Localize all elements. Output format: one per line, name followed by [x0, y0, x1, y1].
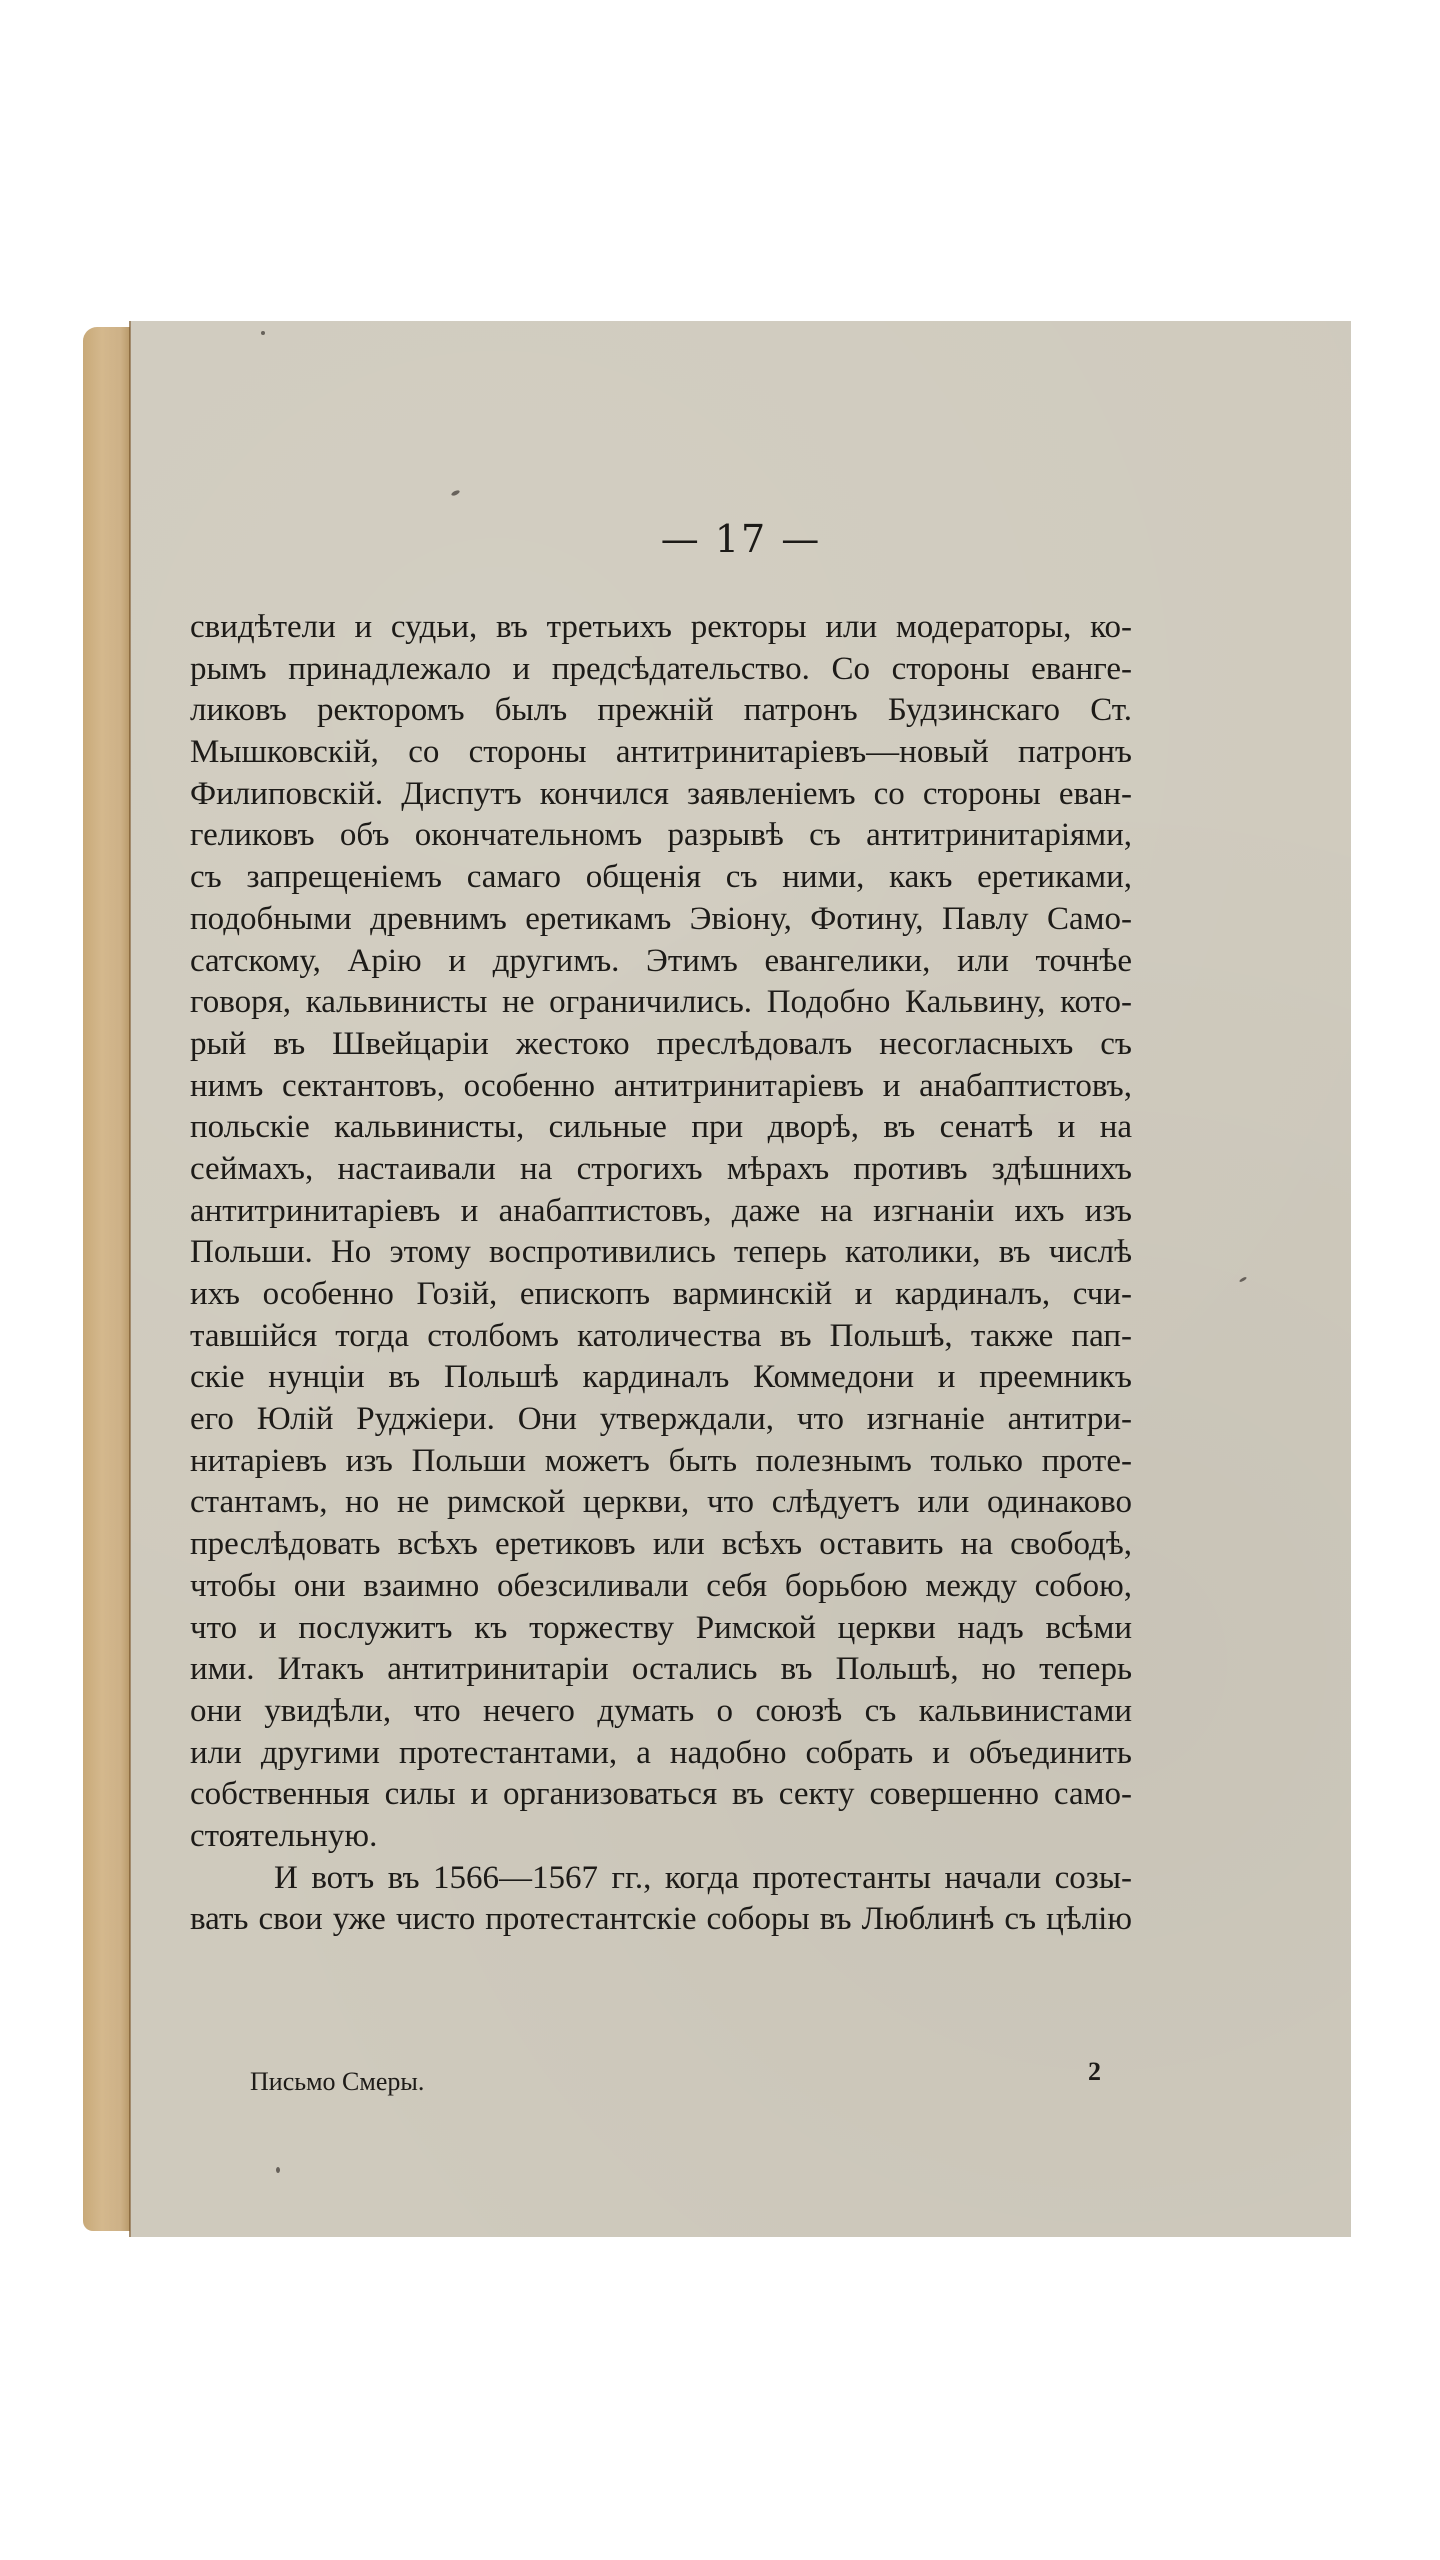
- text-line: Мышковскій, со стороны антитринитаріевъ—новый патронъ: [190, 734, 1132, 771]
- signature-number: 2: [1088, 2057, 1101, 2086]
- text-line: антитринитаріевъ и анабаптистовъ, даже на изгнаніи ихъ изъ: [190, 1192, 1132, 1229]
- text-line: подобными древнимъ еретикамъ Эвіону, Фотину, Павлу Само-: [190, 900, 1132, 937]
- text-line: рый въ Швейцаріи жестоко преслѣдовалъ несогласныхъ съ: [190, 1025, 1132, 1062]
- text-line: свидѣтели и судьи, въ третьихъ ректоры или модераторы, ко-: [190, 609, 1132, 645]
- body-text: [190, 607, 1132, 1941]
- text-line: его Юлій Руджіери. Они утверждали, что изгнаніе антитри-: [190, 1401, 1132, 1438]
- text-line: ихъ особенно Гозій, епископъ варминскій и кардиналъ, счи-: [190, 1276, 1132, 1312]
- paper-speck: [1239, 1276, 1247, 1283]
- text-line: говоря, кальвинисты не ограничились. Подобно Кальвину, кото-: [190, 984, 1132, 1021]
- text-line: съ запрещеніемъ самаго общенія съ ними, какъ еретиками,: [190, 859, 1132, 896]
- text-line: нитаріевъ изъ Польши можетъ быть полезнымъ только проте-: [190, 1442, 1132, 1479]
- text-line: Польши. Но этому воспротивились теперь католики, въ числѣ: [190, 1234, 1132, 1271]
- text-line: рымъ принадлежало и предсѣдательство. Со стороны еванге-: [190, 650, 1132, 687]
- text-line: преслѣдовать всѣхъ еретиковъ или всѣхъ оставить на свободѣ,: [190, 1526, 1132, 1563]
- text-line: что и послужитъ къ торжеству Римской церкви надъ всѣми: [190, 1609, 1132, 1646]
- text-line: сеймахъ, настаивали на строгихъ мѣрахъ противъ здѣшнихъ: [190, 1150, 1132, 1187]
- text-line: они увидѣли, что нечего думать о союзѣ съ кальвинистами: [190, 1692, 1132, 1729]
- text-line: ликовъ ректоромъ былъ прежній патронъ Будзинскаго Ст.: [190, 692, 1132, 729]
- text-line: или другими протестантами, а надобно собрать и объединить: [190, 1734, 1132, 1771]
- signature-mark: Письмо Смеры.: [250, 2067, 425, 2096]
- book-page: [131, 321, 1351, 2237]
- text-line: нимъ сектантовъ, особенно антитринитаріевъ и анабаптистовъ,: [190, 1067, 1132, 1104]
- text-line: Филиповскій. Диспутъ кончился заявленіемъ со стороны еван-: [190, 775, 1132, 812]
- book: [83, 321, 1351, 2237]
- text-line: сатскому, Арію и другимъ. Этимъ евангелики, или точнѣе: [190, 942, 1132, 979]
- text-line: собственныя силы и организоваться въ секту совершенно само-: [190, 1776, 1132, 1813]
- running-head-page-number: — 17 —: [660, 517, 822, 561]
- text-line: польскіе кальвинисты, сильные при дворѣ, въ сенатѣ и на: [190, 1109, 1132, 1146]
- text-line-paragraph-end: стоятельную.: [190, 1817, 378, 1854]
- book-spine: [83, 327, 130, 2231]
- text-line: ими. Итакъ антитринитаріи остались въ Польшѣ, но теперь: [190, 1651, 1132, 1688]
- text-line: чтобы они взаимно обезсиливали себя борьбою между собою,: [190, 1567, 1132, 1604]
- text-line: скіе нунціи въ Польшѣ кардиналъ Коммедони и преемникъ: [190, 1359, 1132, 1396]
- text-line: геликовъ объ окончательномъ разрывѣ съ антитринитаріями,: [190, 817, 1132, 854]
- text-line-paragraph-start: И вотъ въ 1566—1567 гг., когда протестанты начали созы-: [274, 1859, 1132, 1896]
- paper-speck: [276, 2167, 280, 2173]
- paper-speck: [261, 331, 265, 335]
- paper-speck: [451, 489, 461, 496]
- text-line: тавшійся тогда столбомъ католичества въ Польшѣ, также пап-: [190, 1317, 1132, 1354]
- text-line: вать свои уже чисто протестантскіе соборы въ Люблинѣ съ цѣлію: [190, 1901, 1132, 1938]
- text-line: стантамъ, но не римской церкви, что слѣдуетъ или одинаково: [190, 1484, 1132, 1521]
